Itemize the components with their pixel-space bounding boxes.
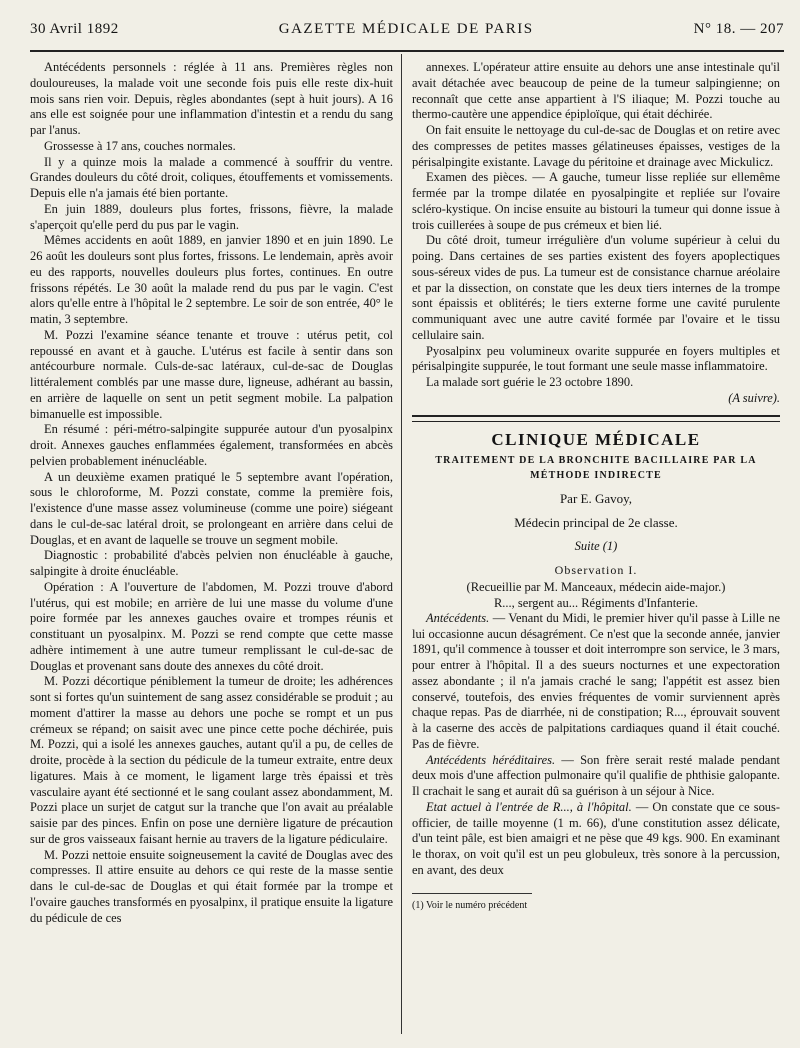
run-in-label: Antécédents. [426, 610, 490, 625]
header-date: 30 Avril 1892 [30, 20, 119, 37]
paragraph-antecedents [412, 611, 780, 753]
paragraph-text: — On constate que ce sous-officier, de taille moyenne (1 m. 66), d'une constitution assez délicate, d'un teint pâle, est bien amaigri et ne pèse que 49 kgs. 900. En examinant le thorax, on voit qu'il est un peu globuleux, très sonore à la percussion, en avant, des deux [412, 799, 780, 877]
paragraph: Pyosalpinx peu volumineux ovarite suppurée en foyers multiples et périsalpingite suppurée, le tout formant une seule masse inflammatoire. [412, 343, 780, 374]
paragraph: Examen des pièces. — A gauche, tumeur lisse repliée sur ellemême fermée par la trompe dilatée en pyosalpingite et repliée sur l'ovaire scléro-kystique. On incise ensuite au bistouri la tumeur qui donne issue à trois cuillerées à soupe de pus crémeux et bien lié. [412, 170, 780, 232]
run-in-label: Antécédents héréditaires. [426, 752, 556, 767]
author-title: Médecin principal de 2e classe. [514, 515, 678, 531]
paragraph: A un deuxième examen pratiqué le 5 septembre avant l'opération, sous le chloroforme, M. Pozzi constate, comme la première fois, l'existence d'une masse assez volumineuse (comme une poire) siégeant dans le cul-de-sac latéral droit, se prolongeant en arrière dans celui de Douglas, et en avant de laquelle se trouve un segment mobile. [30, 469, 393, 547]
paragraph: M. Pozzi décortique péniblement la tumeur de droite; les adhérences sont si fortes qu'un suintement de sang assez considérable se produit ; au moment d'attirer la masse au dehors une poche se rompt et un pus crémeux se répand; on saisit avec une pince cette poche déchirée, puis M. Pozzi, qui a isolé les annexes gauches, autant qu'il a pu, de celles de droite, procède à la section du pédicule de la tumeur extraite, entre deux ligatures. Mais à ce moment, le ligament large très épaissi et très vasculaire ayant été sectionné et le sang coulant assez abondamment, M. Pozzi place un surjet de catgut sur la tranche que l'on avait au préalable saisie par des pinces. Enfin on pose une dernière ligature de précaution sur de gros vaisseaux faisant hernie au travers de la ligature pédiculaire. [30, 674, 393, 846]
recueillie-line: (Recueillie par M. Manceaux, médecin aide-major.) [466, 579, 726, 594]
section-title: CLINIQUE MÉDICALE [491, 429, 701, 449]
paragraph: M. Pozzi nettoie ensuite soigneusement la cavité de Douglas avec des compresses. Il attire ensuite au dehors ce qui reste de la masse sentie dans le cul-de-sac de Douglas et qui était formée par la trompe et l'ovaire gauches transformés en pyosalpinx, il pratique ensuite la ligature du pédicule de ces [30, 847, 393, 925]
paragraph-text: — Venant du Midi, le premier hiver qu'il passe à Lille ne lui occasionne aucun désagrément. Ce n'est que la seconde année, janvier 1891, qu'il commence à tousser et doit interrompre son service, le 3 mars, pour entrer à l'hôpital. Il a des sueurs nocturnes et une expectoration assez abondante ; il n'a jamais craché le sang; l'appétit est assez bien conservé, toutefois, des envies fréquentes de vomir surviennent après chaque repas. Pas de diarrhée, ni de constipation; R..., éprouvait souvent à la caserne des accès de palpitations cardiaques quand il était couché. Pas de fièvre. [412, 610, 780, 751]
paragraph: Du côté droit, tumeur irrégulière d'un volume supérieur à celui du poing. Dans certaines de ses parties existent des foyers apoplectiques sous-séreux vides de pus. La tumeur est de consistance charnue aréolaire et par la dissection, on constate que les deux tiers internes de la trompe sont épaissis et oblitérés; le tiers externe forme une cavité purulente communiquant avec une autre cavité formée par l'ovaire et le tissu cellulaire sain. [412, 233, 780, 342]
left-column [30, 60, 393, 926]
paragraph: Grossesse à 17 ans, couches normales. [44, 138, 236, 153]
article-subtitle-2: MÉTHODE INDIRECTE [530, 470, 662, 482]
footnote-rule [412, 893, 532, 894]
paragraph-etat-actuel [412, 800, 780, 879]
a-suivre-note: (A suivre). [728, 390, 780, 405]
column-divider [401, 54, 402, 1034]
suite-note: Suite (1) [574, 539, 618, 554]
paragraph: On fait ensuite le nettoyage du cul-de-sac de Douglas et on retire avec des compresses de petites masses gélatineuses épaisses, vestiges de la périsalpingite existante. Lavage du péritoine et drainage avec Mickulicz. [412, 123, 780, 169]
header-rule [30, 50, 784, 52]
footnote: (1) Voir le numéro précédent [412, 899, 528, 911]
paragraph: Il y a quinze mois la malade a commencé à souffrir du ventre. Grandes douleurs du côté droit, coliques, étouffements et vomissements. Depuis elle n'a jamais été bien portante. [30, 154, 393, 200]
section-separator [412, 415, 780, 422]
page-header [30, 14, 784, 44]
observation-heading: Observation I. [554, 563, 638, 577]
paragraph: En résumé : péri-métro-salpingite suppurée autour d'un pyosalpinx droit. Annexes gauches enflammées également, transformées en abcès pelvien probablement inénucléable. [30, 422, 393, 468]
paragraph: M. Pozzi l'examine séance tenante et trouve : utérus petit, col repoussé en avant et à gauche. L'utérus est facile à sentir dans son antécourbure normale. Culs-de-sac latéraux, cul-de-sac de Douglas littéralement comblés par une masse dure, ligneuse, adhérant au bassin, en arrière de laquelle on sent un petit segment mobile. La palpation bimanuelle est impossible. [30, 327, 393, 421]
paragraph-hereditaires [412, 753, 780, 800]
paragraph: Opération : A l'ouverture de l'abdomen, M. Pozzi trouve d'abord l'utérus, qui est mobile; en arrière de lui une masse du volume d'une poire formée par les annexes gauches ovaire et trompes réunis et constituant un pyosalpinx. M. Pozzi se rend compte que cette masse adhère intimement à une autre tumeur remplissant le cul-de-sac de Douglas et provenant sans doute des annexes du côté droit. [30, 579, 393, 673]
paragraph: La malade sort guérie le 23 octobre 1890. [426, 375, 634, 389]
paragraph: Mêmes accidents en août 1889, en janvier 1890 et en juin 1890. Le 26 août les douleurs sont plus fortes, frissons. Le lendemain, après avoir eu des rapports, nouvelles douleurs plus fortes, continues. En outre frissons répétés. Le 30 août la malade rend du pus par le vagin. C'est alors qu'elle entre à l'hôpital le 2 septembre. Le soir de son entrée, 40° le matin, 3 septembre. [30, 233, 393, 326]
patient-line: R..., sergent au... Régiments d'Infanterie. [493, 595, 699, 610]
article-subtitle: TRAITEMENT DE LA BRONCHITE BACILLAIRE PAR LA [435, 455, 757, 467]
paragraph: Antécédents personnels : réglée à 11 ans. Premières règles non douloureuses, la malade voit une seconde fois puis elle reste dix-huit mois sans rien voir. Depuis, règles abondantes (sept à huit jours). A 16 ans elle est soignée pour une inflammation d'intestin et a rendu du sang par l'anus. [30, 60, 393, 137]
run-in-label: Etat actuel à l'entrée de R..., à l'hôpital. [426, 799, 632, 814]
paragraph: En juin 1889, douleurs plus fortes, frissons, fièvre, la malade s'aperçoit qu'elle perd du pus par le vagin. [30, 201, 393, 232]
author-line: Par E. Gavoy, [559, 491, 633, 507]
right-column [412, 60, 780, 913]
journal-title: GAZETTE MÉDICALE DE PARIS [278, 20, 534, 37]
paragraph: annexes. L'opérateur attire ensuite au dehors une anse intestinale qu'il avait détachée avec beaucoup de peine de la tumeur salpingienne; on reconnaît que cette anse appartient à l'S iliaque; M. Pozzi touche au thermo-cautère une appendice épiploïque, qui était déchirée. [412, 60, 780, 122]
paragraph: Diagnostic : probabilité d'abcès pelvien non énucléable à gauche, salpingite à droite énucléable. [30, 548, 393, 578]
paragraph-text: — Son frère serait resté malade pendant deux mois d'une affection pulmonaire qu'il qualifie de phthisie galopante. Il crachait le sang et aurait dû sa guérison à un séjour à Nice. [412, 752, 781, 798]
header-issue-page: N° 18. — 207 [693, 20, 784, 37]
